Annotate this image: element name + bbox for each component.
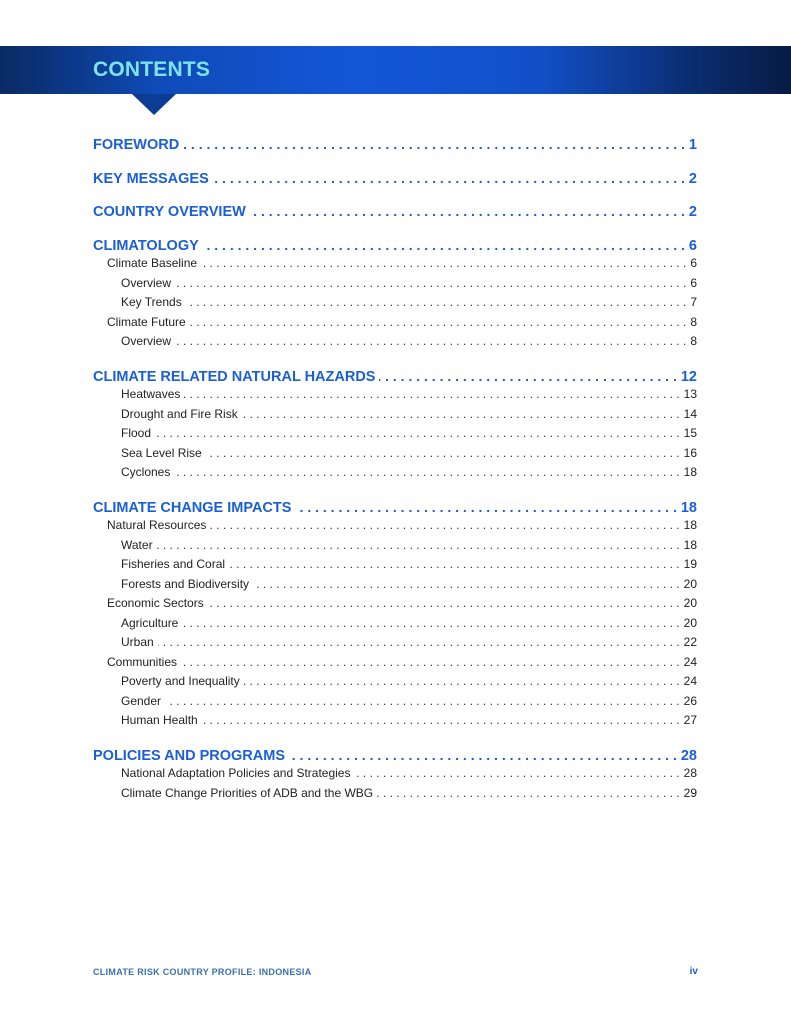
- dot-leader: [210, 518, 679, 532]
- toc-entry-label: Sea Level Rise: [121, 445, 202, 460]
- toc-entry-page: 24: [683, 674, 697, 688]
- toc-entry-page: 18: [683, 518, 697, 532]
- toc-entry-page: 1: [688, 137, 697, 153]
- toc-entry[interactable]: [93, 635, 697, 655]
- toc-entry-page: 13: [683, 387, 697, 401]
- dot-leader: [175, 276, 686, 290]
- dot-leader: [165, 694, 680, 708]
- banner-notch: [132, 94, 176, 115]
- toc-entry[interactable]: [93, 315, 697, 335]
- toc-entry-label: National Adaptation Policies and Strategies: [121, 766, 351, 780]
- dot-leader: [354, 766, 679, 780]
- toc-entry-label: Human Health: [121, 713, 198, 727]
- toc-entry-label: Gender: [121, 693, 162, 708]
- toc-entry-page: 24: [683, 654, 697, 669]
- toc-entry-label: Poverty and Inequality: [121, 674, 240, 688]
- toc-entry-page: 18: [683, 465, 697, 479]
- dot-leader: [181, 655, 680, 669]
- toc-entry-page: 28: [680, 747, 697, 764]
- toc-entry-label: Key Trends: [121, 295, 182, 309]
- toc-entry-page: 14: [683, 406, 697, 421]
- dot-leader: [250, 203, 685, 219]
- toc-entry-page: 2: [688, 170, 697, 187]
- toc-entry-label: Heatwaves: [121, 387, 181, 401]
- toc-entry-label: POLICIES AND PROGRAMS: [93, 747, 286, 764]
- toc-entry-label: FOREWORD: [93, 137, 180, 153]
- dot-leader: [158, 635, 680, 649]
- dot-leader: [295, 499, 676, 515]
- toc-entry-page: 2: [688, 204, 697, 220]
- toc-entry-label: Climate Change Priorities of ADB and the WBG: [121, 785, 374, 800]
- dot-leader: [377, 786, 680, 800]
- dot-leader: [213, 170, 685, 186]
- dot-leader: [229, 557, 680, 571]
- toc-entry-label: CLIMATOLOGY: [93, 237, 199, 254]
- toc-entry[interactable]: [93, 786, 697, 806]
- toc-entry-label: Forests and Biodiversity: [121, 576, 250, 591]
- toc-entry-page: 26: [683, 693, 697, 708]
- dot-leader: [182, 616, 679, 630]
- toc-entry-page: 20: [683, 615, 697, 630]
- dot-leader: [186, 295, 687, 309]
- toc-entry-label: COUNTRY OVERVIEW: [93, 204, 246, 220]
- toc-entry[interactable]: [93, 256, 697, 276]
- toc-entry-label: Natural Resources: [107, 518, 207, 532]
- toc-entry-page: 6: [690, 256, 697, 270]
- toc-entry[interactable]: [93, 674, 697, 694]
- toc-entry-label: Cyclones: [121, 465, 171, 479]
- toc-entry-label: Economic Sectors: [107, 596, 204, 610]
- toc-heading[interactable]: [93, 203, 697, 223]
- dot-leader: [183, 136, 685, 152]
- toc-entry-label: Climate Future: [107, 314, 186, 329]
- toc-entry[interactable]: [93, 426, 697, 446]
- toc-entry-page: 18: [683, 537, 697, 552]
- dot-leader: [175, 334, 686, 348]
- toc-heading[interactable]: [93, 499, 697, 519]
- toc-entry[interactable]: [93, 577, 697, 597]
- toc-heading[interactable]: [93, 368, 697, 388]
- dot-leader: [203, 237, 685, 253]
- toc-entry-label: CLIMATE CHANGE IMPACTS: [93, 499, 292, 516]
- toc-entry-label: Fisheries and Coral: [121, 557, 226, 571]
- toc-entry[interactable]: [93, 334, 697, 354]
- toc-entry[interactable]: [93, 538, 697, 558]
- table-of-contents: [93, 136, 697, 805]
- dot-leader: [190, 315, 687, 329]
- toc-heading[interactable]: [93, 747, 697, 767]
- toc-entry[interactable]: [93, 295, 697, 315]
- dot-leader: [244, 674, 680, 688]
- toc-entry[interactable]: [93, 446, 697, 466]
- toc-entry[interactable]: [93, 596, 697, 616]
- toc-heading[interactable]: [93, 237, 697, 257]
- dot-leader: [253, 577, 680, 591]
- toc-entry[interactable]: [93, 713, 697, 733]
- dot-leader: [208, 596, 680, 610]
- footer-page-number: iv: [689, 966, 698, 977]
- toc-entry[interactable]: [93, 766, 697, 786]
- toc-entry-label: Overview: [121, 334, 172, 348]
- toc-heading[interactable]: [93, 170, 697, 190]
- toc-entry-label: Water: [121, 537, 153, 552]
- toc-entry-page: 7: [690, 295, 697, 309]
- toc-entry-page: 29: [683, 785, 697, 800]
- toc-entry[interactable]: [93, 518, 697, 538]
- toc-entry-label: KEY MESSAGES: [93, 170, 209, 187]
- toc-entry-label: Overview: [121, 275, 172, 290]
- toc-entry-page: 18: [680, 499, 697, 516]
- toc-heading[interactable]: [93, 136, 697, 156]
- toc-entry-page: 28: [683, 766, 697, 780]
- dot-leader: [201, 256, 686, 270]
- toc-entry-page: 15: [683, 426, 697, 440]
- dot-leader: [157, 538, 680, 552]
- toc-entry-page: 20: [683, 576, 697, 591]
- toc-entry[interactable]: [93, 465, 697, 485]
- toc-entry[interactable]: [93, 387, 697, 407]
- toc-entry-page: 12: [680, 368, 697, 385]
- toc-entry-label: Drought and Fire Risk: [121, 406, 238, 421]
- toc-entry[interactable]: [93, 655, 697, 675]
- toc-entry-label: Urban: [121, 635, 154, 649]
- dot-leader: [202, 713, 680, 727]
- toc-entry-page: 27: [683, 713, 697, 727]
- dot-leader: [242, 407, 680, 421]
- toc-entry-page: 16: [683, 445, 697, 460]
- page-title: CONTENTS: [93, 58, 211, 81]
- dot-leader: [155, 426, 680, 440]
- toc-entry-label: Flood: [121, 426, 152, 440]
- toc-entry-page: 8: [690, 314, 697, 329]
- toc-entry-label: CLIMATE RELATED NATURAL HAZARDS: [93, 368, 376, 385]
- dot-leader: [174, 465, 679, 479]
- dot-leader: [289, 747, 677, 763]
- toc-entry-label: Climate Baseline: [107, 256, 198, 270]
- toc-entry-page: 19: [683, 557, 697, 571]
- footer-document-title: CLIMATE RISK COUNTRY PROFILE: INDONESIA: [93, 967, 312, 977]
- toc-entry-page: 22: [683, 635, 697, 649]
- toc-entry-page: 20: [683, 596, 697, 610]
- toc-entry-page: 8: [690, 334, 697, 348]
- toc-entry[interactable]: [93, 694, 697, 714]
- dot-leader: [184, 387, 679, 401]
- toc-entry-label: Agriculture: [121, 615, 179, 630]
- toc-entry[interactable]: [93, 557, 697, 577]
- dot-leader: [379, 368, 676, 384]
- toc-entry-page: 6: [688, 237, 697, 254]
- toc-entry[interactable]: [93, 276, 697, 296]
- toc-entry-label: Communities: [107, 654, 178, 669]
- toc-entry[interactable]: [93, 407, 697, 427]
- toc-entry-page: 6: [690, 275, 697, 290]
- toc-entry[interactable]: [93, 616, 697, 636]
- dot-leader: [206, 446, 680, 460]
